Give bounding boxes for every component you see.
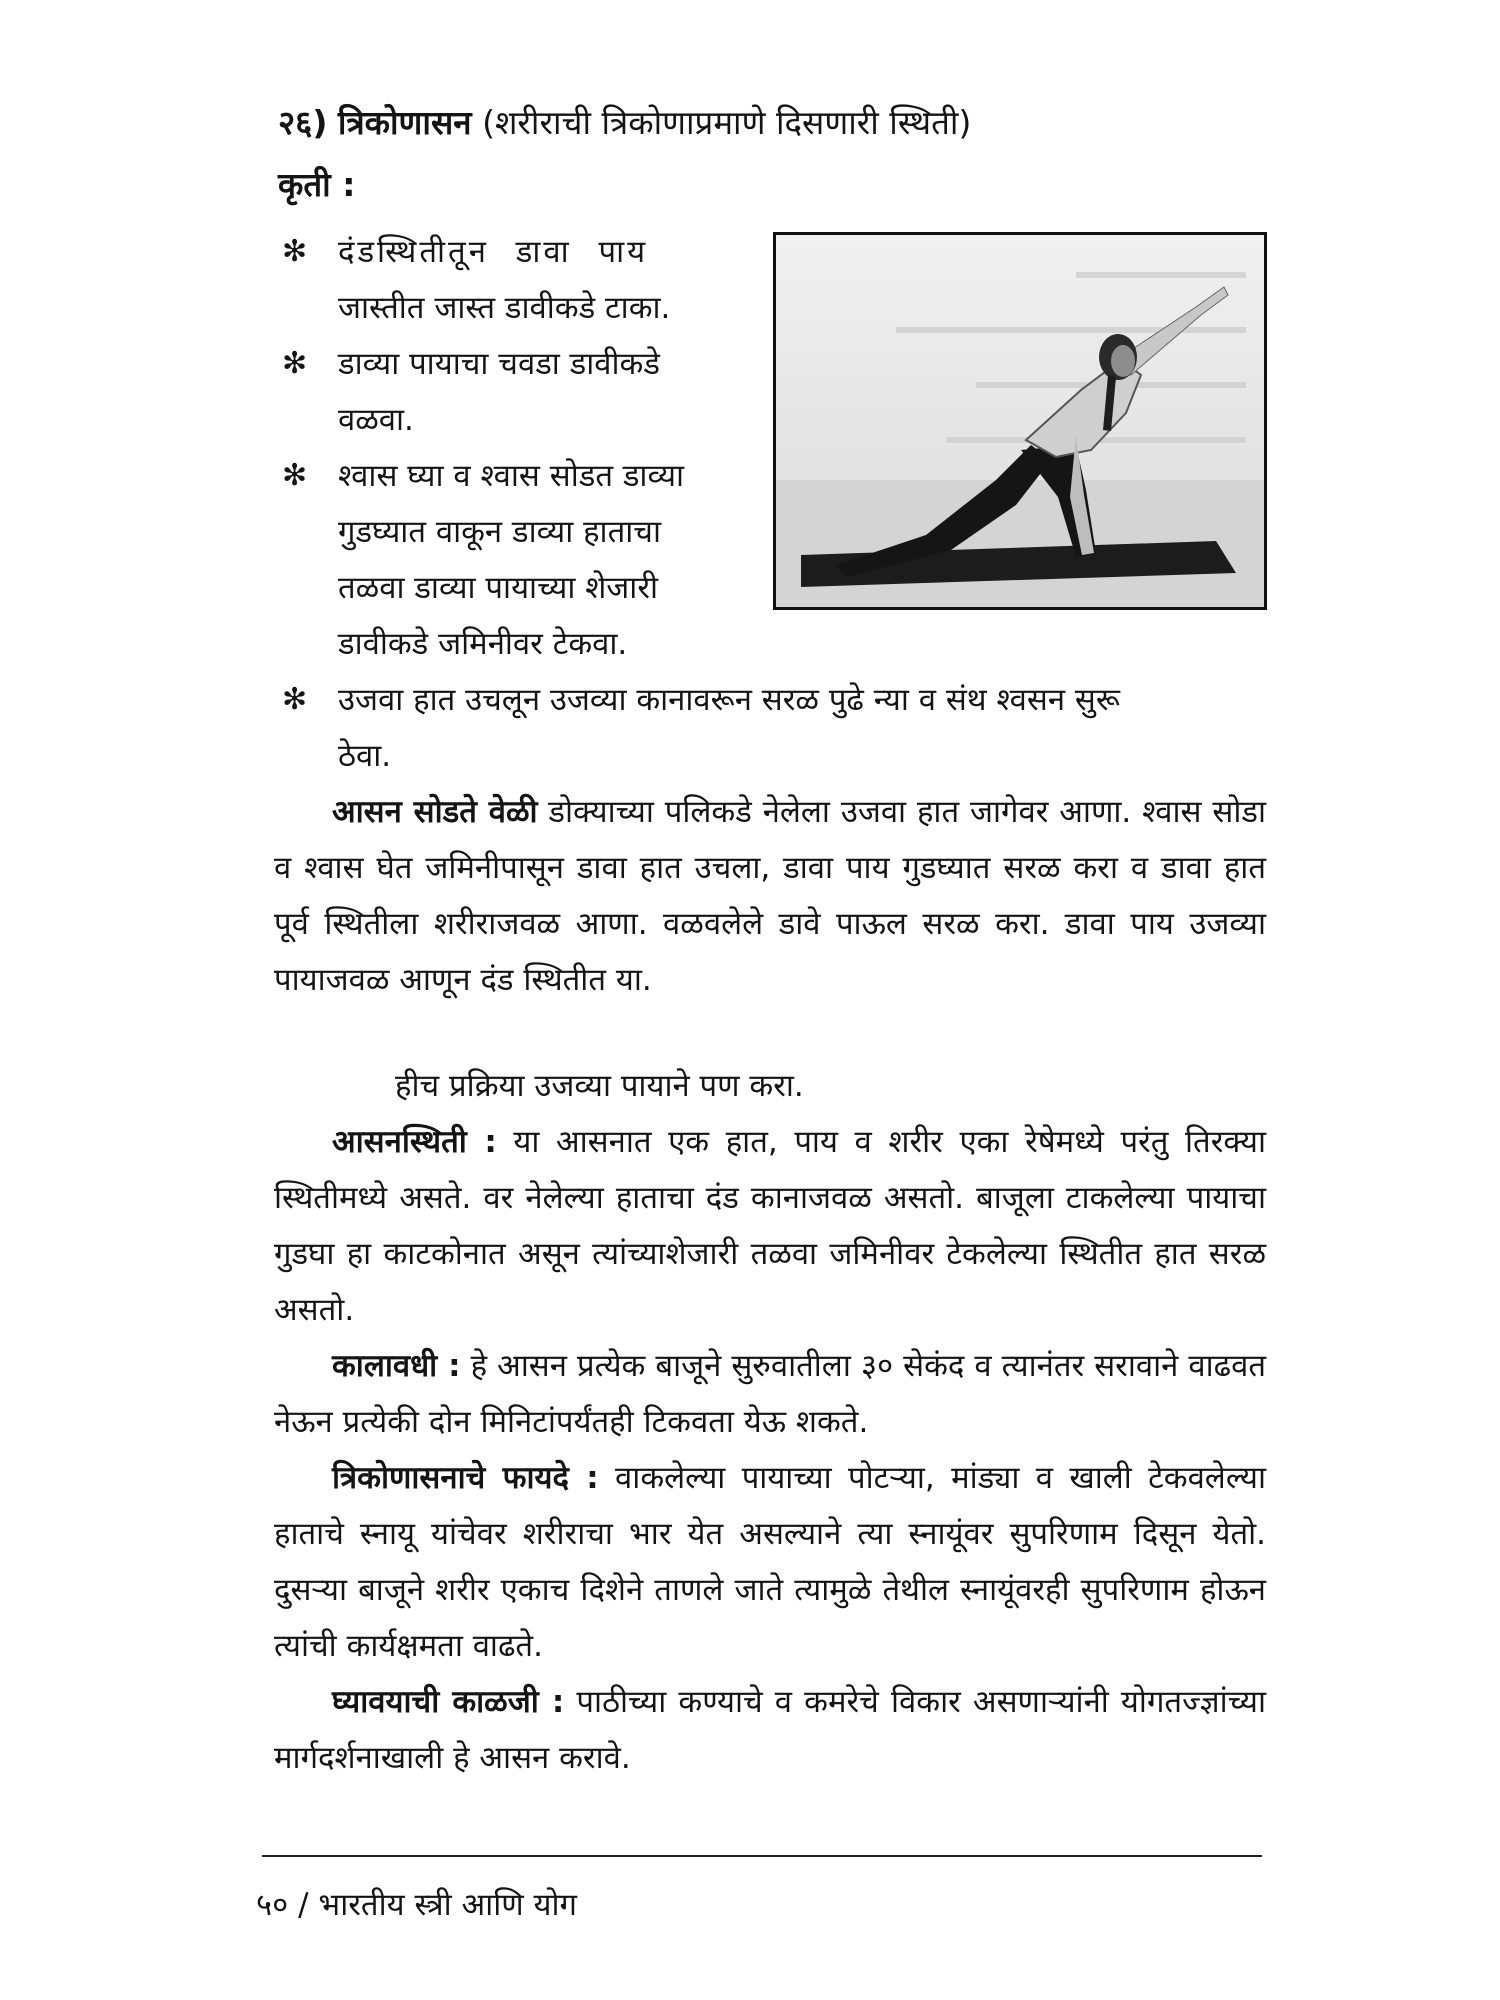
step-3-line-1: श्वास घ्या व श्वास सोडत डाव्या xyxy=(338,458,685,494)
benefits-paragraph xyxy=(274,1450,1266,1674)
release-paragraph xyxy=(274,784,1266,1008)
bullet-icon: ✻ xyxy=(282,682,308,717)
step-3-line-2: गुडघ्यात वाकून डाव्या हाताचा xyxy=(338,514,661,550)
precautions-text: पाठीच्या कण्याचे व कमरेचे विकार असणाऱ्यांनी योगतज्ज्ञांच्या मार्गदर्शनाखाली हे आसन करावे. xyxy=(274,1684,1266,1776)
yoga-pose-illustration xyxy=(776,235,1264,607)
step-2-line-2: वळवा. xyxy=(338,402,414,438)
step-1-line-2: जास्तीत जास्त डावीकडे टाका. xyxy=(338,290,671,326)
duration-heading: कालावधी : xyxy=(332,1348,461,1384)
benefits-text: वाकलेल्या पायाच्या पोटऱ्या, मांड्या व खाली टेकवलेल्या हाताचे स्नायू यांचेवर शरीराचा भार येत असल्याने त्या स्नायूंवर सुपरिणाम दिसून येतो. दुसऱ्या बाजूने शरीर एकाच दिशेने ताणले जाते त्यामुळे तेथील स्नायूंवरही सुपरिणाम होऊन त्यांची कार्यक्षमता वाढते. xyxy=(274,1460,1266,1664)
precautions-paragraph xyxy=(274,1674,1266,1786)
bullet-icon: ✻ xyxy=(282,234,308,269)
procedure-heading: कृती : xyxy=(278,165,356,204)
posture-heading: आसनस्थिती : xyxy=(332,1124,497,1160)
step-4-line-2: ठेवा. xyxy=(338,738,392,774)
duration-text: हे आसन प्रत्येक बाजूने सुरुवातीला ३० सेकंद व त्यानंतर सरावाने वाढवत नेऊन प्रत्येकी दोन मिनिटांपर्यंतही टिकवता येऊ शकते. xyxy=(274,1348,1266,1440)
asana-number: २६) xyxy=(278,103,328,142)
step-3-line-3: तळवा डाव्या पायाच्या शेजारी xyxy=(338,570,659,606)
precautions-heading: घ्यावयाची काळजी : xyxy=(332,1684,565,1720)
page-footer xyxy=(256,1882,577,1928)
release-text: डोक्याच्या पलिकडे नेलेला उजवा हात जागेवर आणा. श्वास सोडा व श्वास घेत जमिनीपासून डावा हात उचला, डावा पाय गुडघ्यात सरळ करा व डावा हात पूर्व स्थितीला शरीराजवळ आणा. वळवलेले डावे पाऊल सरळ करा. डावा पाय उजव्या पायाजवळ आणून दंड स्थितीत या. xyxy=(274,794,1266,998)
posture-text: या आसनात एक हात, पाय व शरीर एका रेषेमध्ये परंतु तिरक्या स्थितीमध्ये असते. वर नेलेल्या हाताचा दंड कानाजवळ असतो. बाजूला टाकलेल्या पायाचा गुडघा हा काटकोनात असून त्यांच्याशेजारी तळवा जमिनीवर टेकलेल्या स्थितीत हात सरळ असतो. xyxy=(274,1124,1266,1328)
asana-name: त्रिकोणासन xyxy=(337,103,472,142)
page-number: ५० xyxy=(256,1887,289,1923)
book-title: भारतीय स्त्री आणि योग xyxy=(318,1887,577,1923)
bullet-icon: ✻ xyxy=(282,346,308,381)
benefits-heading: त्रिकोणासनाचे फायदे : xyxy=(332,1460,599,1496)
trikonasana-photo xyxy=(773,232,1267,610)
posture-paragraph xyxy=(274,1114,1266,1338)
asana-subtitle: (शरीराची त्रिकोणाप्रमाणे दिसणारी स्थिती) xyxy=(482,103,972,142)
release-heading: आसन सोडते वेळी xyxy=(332,794,538,830)
footer-divider xyxy=(262,1855,1262,1857)
repeat-instruction: हीच प्रक्रिया उजव्या पायाने पण करा. xyxy=(395,1068,804,1104)
asana-title xyxy=(278,100,1278,146)
duration-paragraph xyxy=(274,1338,1266,1450)
step-4-line-1: उजवा हात उचलून उजव्या कानावरून सरळ पुढे न्या व संथ श्वसन सुरू xyxy=(338,682,1120,718)
footer-separator: / xyxy=(298,1887,309,1923)
step-1-line-1: दंडस्थितीतून डावा पाय xyxy=(338,234,649,270)
bullet-icon: ✻ xyxy=(282,458,308,493)
step-3-line-4: डावीकडे जमिनीवर टेकवा. xyxy=(338,626,628,662)
step-2-line-1: डाव्या पायाचा चवडा डावीकडे xyxy=(338,346,660,382)
